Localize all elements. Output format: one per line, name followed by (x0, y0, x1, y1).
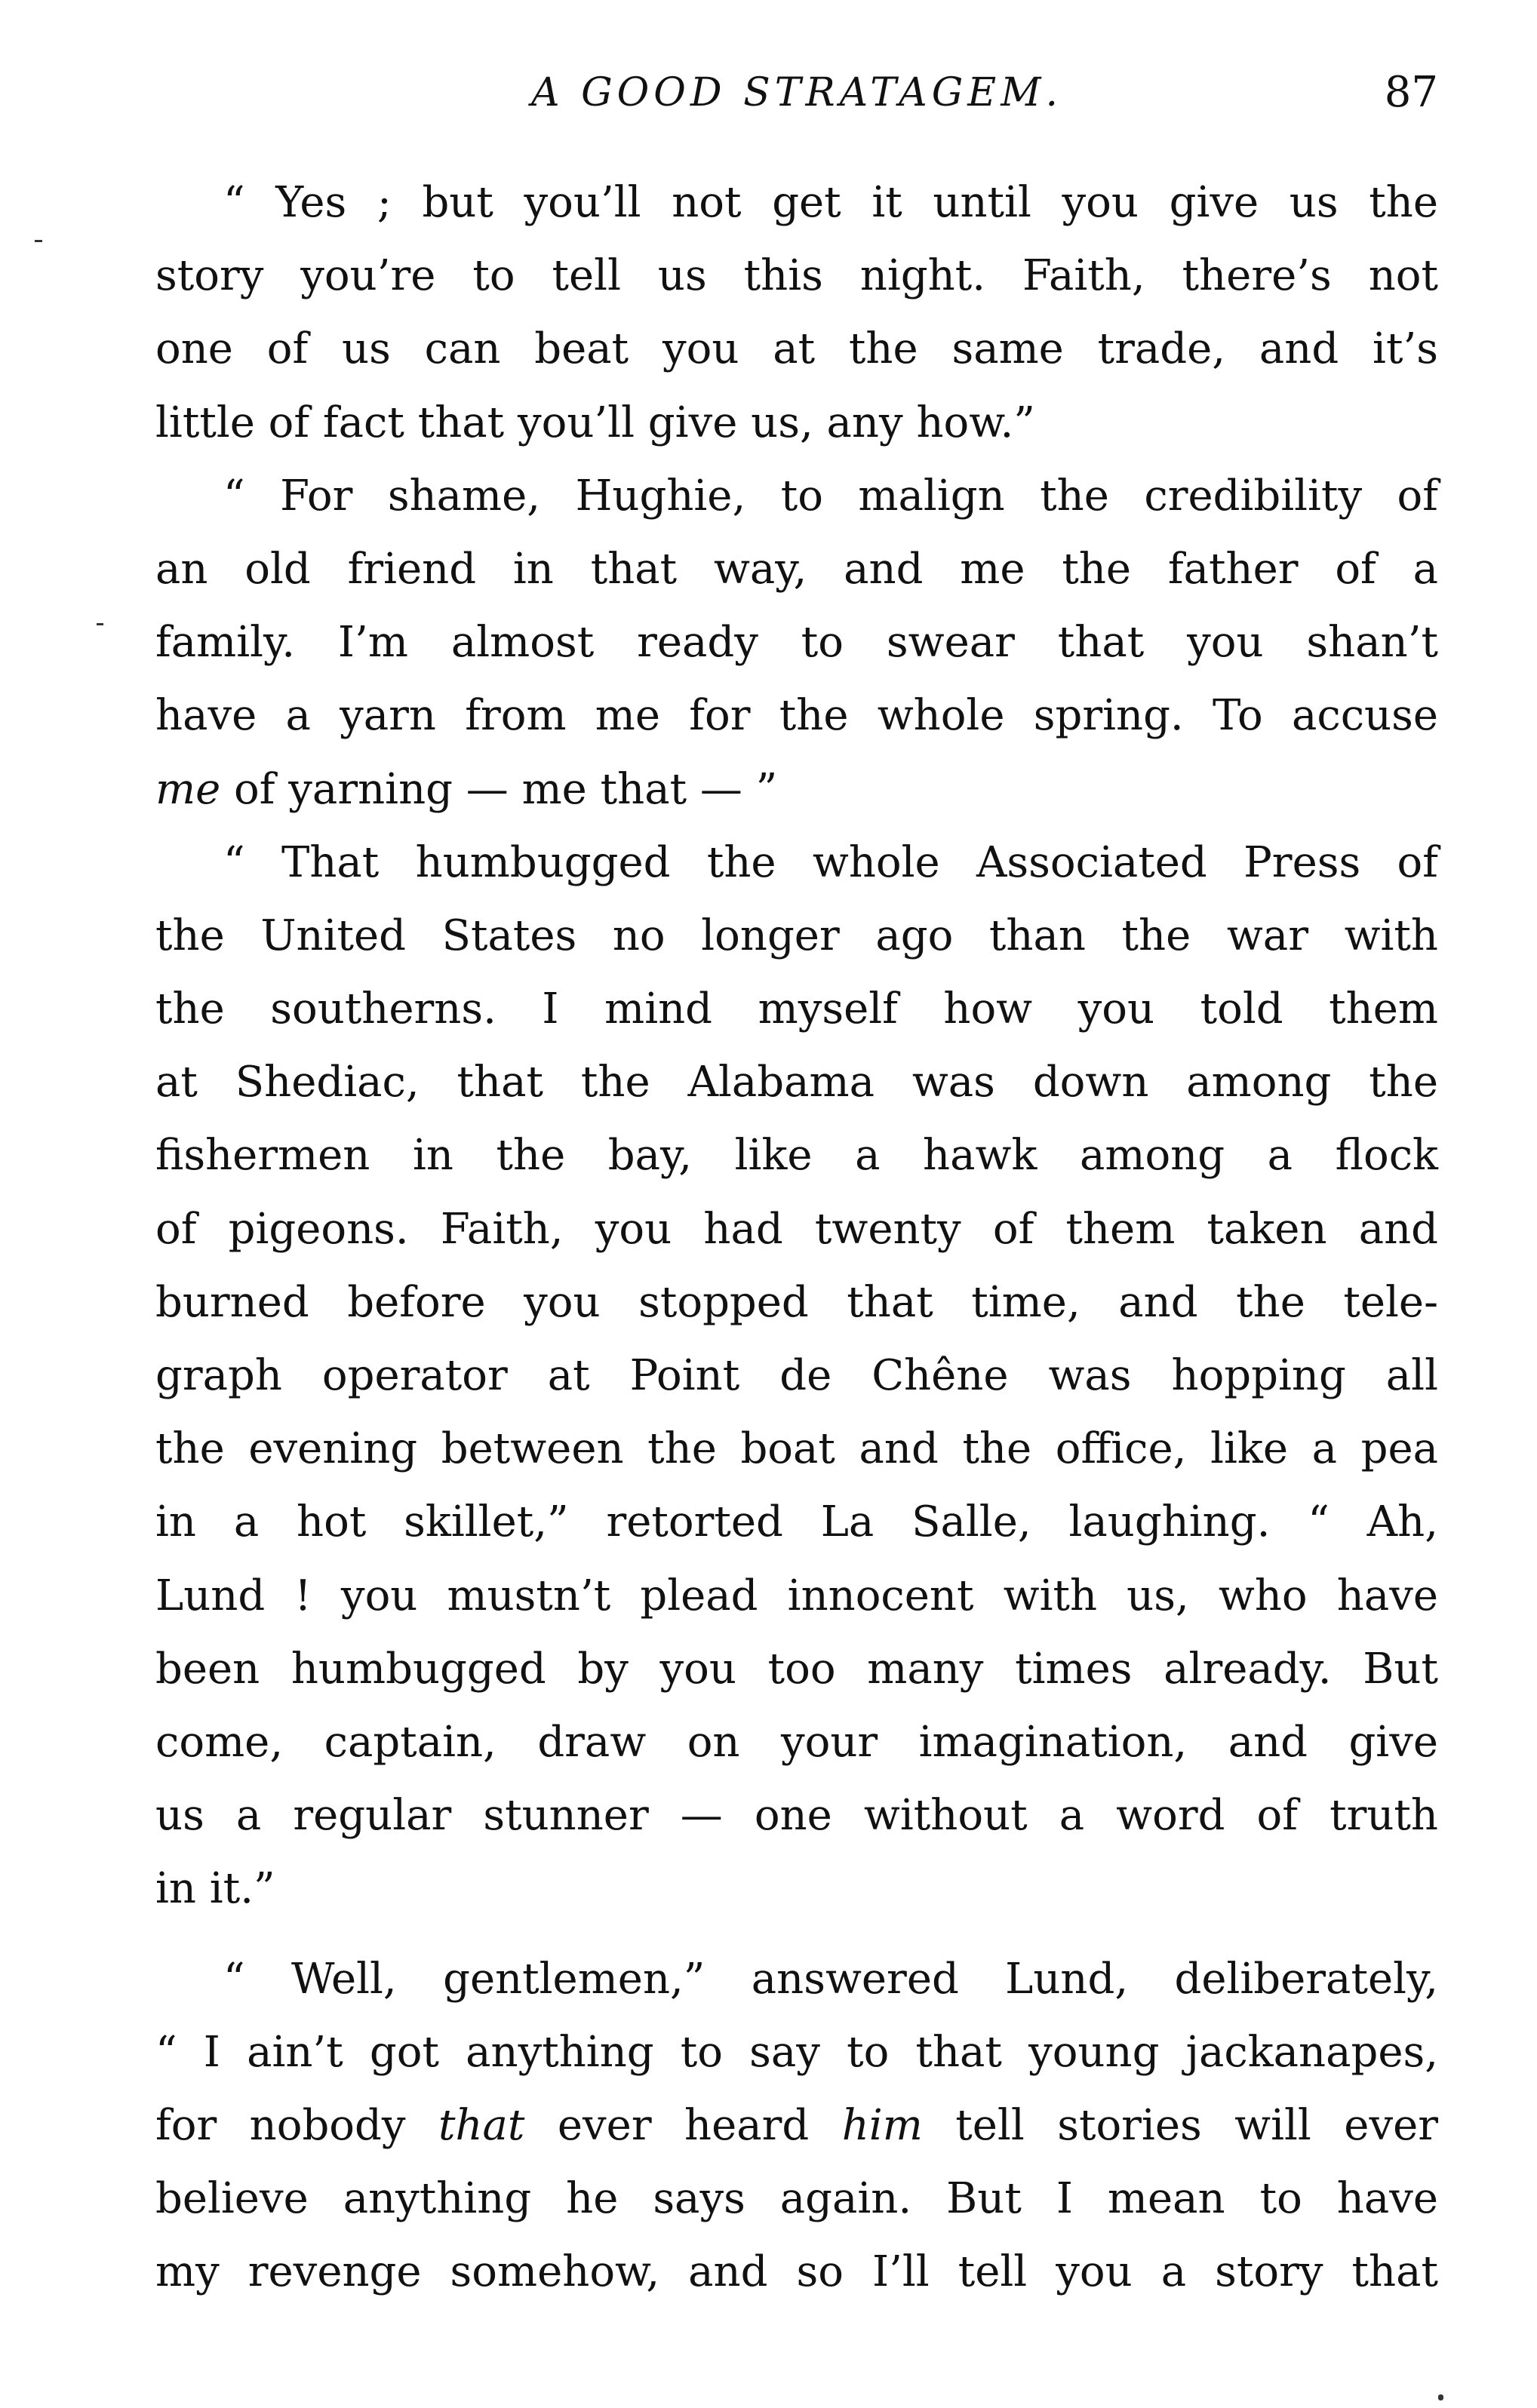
text-line: “ For shame, Hughie, to malign the credibility of (223, 471, 1438, 521)
page-number: 87 (1384, 68, 1438, 117)
emphasis: him (841, 2100, 923, 2150)
text-line: us a regular stunner — one without a word of truth (155, 1791, 1438, 1841)
text-line: the United States no longer ago than the war with (155, 911, 1438, 960)
text-line: the southerns. I mind myself how you told them (155, 984, 1438, 1034)
running-head (155, 66, 1438, 119)
text-line: come, captain, draw on your imagination, and give (155, 1717, 1438, 1767)
text-run: of yarning — me that — ” (220, 764, 778, 814)
text-line: little of fact that you’ll give us, any how.” (155, 398, 1035, 447)
text-line: believe anything he says again. But I mean to have (155, 2174, 1438, 2224)
text-line: “ I ain’t got anything to say to that young jackanapes, (155, 2027, 1438, 2077)
text-line: “ Yes ; but you’ll not get it until you give us the (223, 178, 1438, 227)
text-line: my revenge somehow, and so I’ll tell you a story that (155, 2247, 1438, 2297)
text-line: burned before you stopped that time, and the tele- (155, 1277, 1438, 1327)
margin-mark (35, 240, 42, 242)
emphasis: that (438, 2100, 525, 2150)
text-run: for nobody (155, 2100, 438, 2150)
text-line: have a yarn from me for the whole spring. To accuse (155, 691, 1438, 741)
text-line: family. I’m almost ready to swear that you shan’t (155, 618, 1438, 668)
text-line (155, 2089, 1438, 2162)
margin-mark (97, 623, 103, 625)
text-run: tell stories will ever (922, 2100, 1438, 2150)
text-line: been humbugged by you too many times already. But (155, 1644, 1438, 1694)
emphasis: me (155, 764, 221, 814)
text-line: at Shediac, that the Alabama was down among the (155, 1058, 1438, 1107)
body-text (155, 166, 1438, 2308)
text-line: in it.” (155, 1864, 275, 1914)
text-line: fishermen in the bay, like a hawk among a flock (155, 1131, 1438, 1181)
text-line: story you’re to tell us this night. Faith, there’s not (155, 251, 1438, 301)
text-run: ever heard (524, 2100, 842, 2150)
text-line: “ Well, gentlemen,” answered Lund, deliberately, (223, 1954, 1438, 2004)
text-line: an old friend in that way, and me the father of a (155, 544, 1438, 594)
running-title: A GOOD STRATAGEM. (531, 70, 1062, 115)
text-line: in a hot skillet,” retorted La Salle, laughing. “ Ah, (155, 1497, 1438, 1547)
text-line (155, 753, 1438, 826)
text-line: “ That humbugged the whole Associated Press of (223, 837, 1438, 887)
text-line: Lund ! you mustn’t plead innocent with us, who have (155, 1571, 1438, 1620)
text-line: the evening between the boat and the office, like a pea (155, 1424, 1438, 1474)
text-line: graph operator at Point de Chêne was hopping all (155, 1351, 1438, 1400)
text-line: one of us can beat you at the same trade, and it’s (155, 324, 1438, 374)
margin-mark (1438, 2394, 1443, 2400)
text-line: of pigeons. Faith, you had twenty of them taken and (155, 1204, 1438, 1254)
